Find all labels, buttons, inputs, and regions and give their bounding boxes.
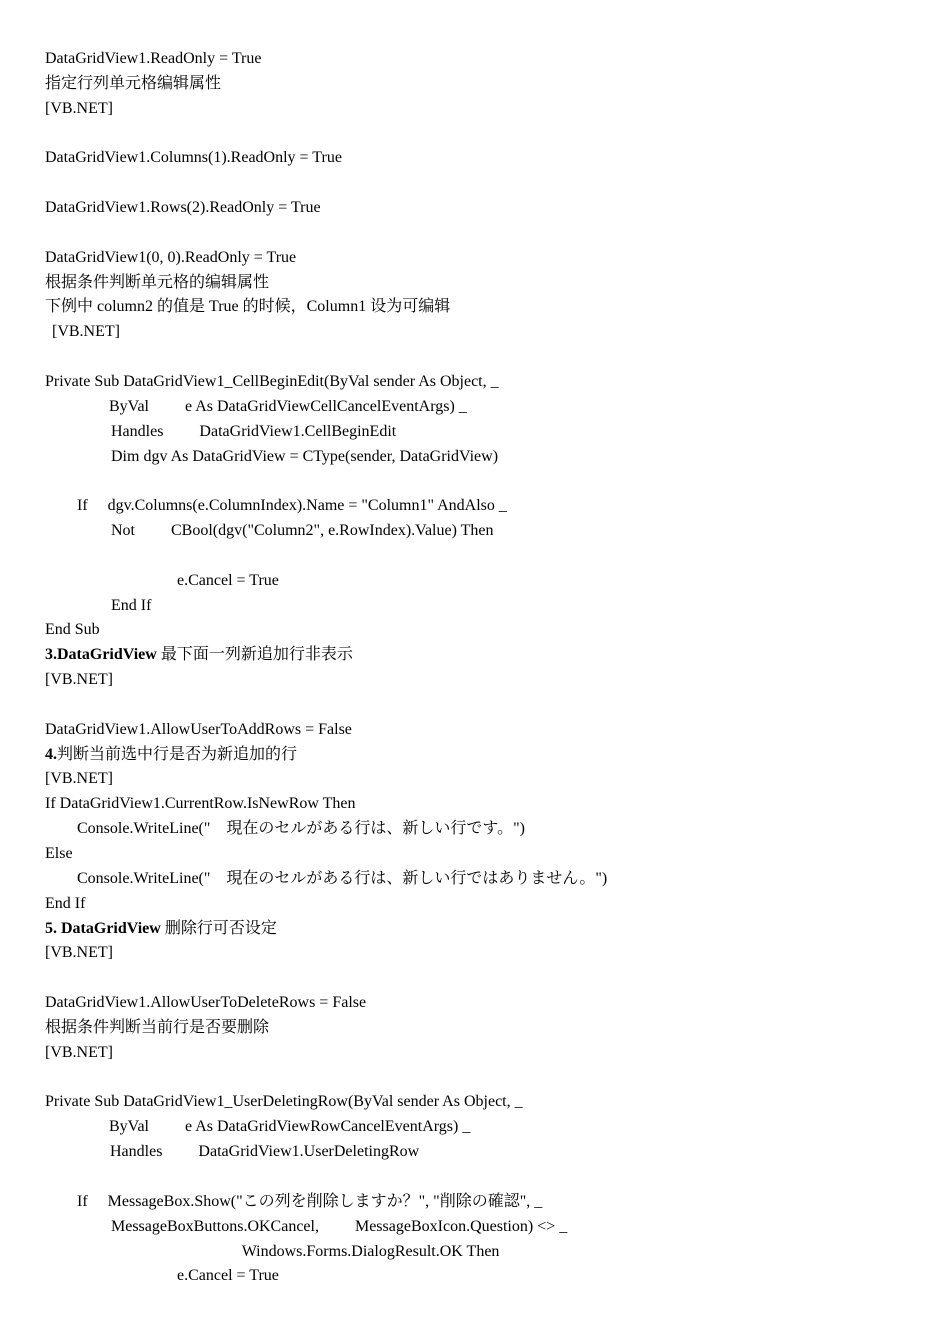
line-text: MessageBoxButtons.OKCancel, MessageBoxIcon.Question) <> _ xyxy=(79,1217,568,1235)
line-text: Dim dgv As DataGridView = CType(sender, DataGridView) xyxy=(79,447,499,465)
line-text: Console.WriteLine(" 現在のセルがある行は、新しい行です。") xyxy=(61,820,525,838)
line-text: End If xyxy=(45,894,86,912)
section-heading-number: 4. xyxy=(45,745,57,763)
line-text: DataGridView1(0, 0).ReadOnly = True xyxy=(45,248,297,266)
section-heading-number: 5. DataGridView xyxy=(45,919,161,937)
blank-line xyxy=(0,1066,950,1091)
line-text: If MessageBox.Show("この列を削除しますか？", "削除の確認", _ xyxy=(61,1192,543,1210)
blank-line xyxy=(0,345,950,370)
text-line xyxy=(0,569,950,594)
text-line xyxy=(0,246,950,271)
text-line xyxy=(0,1016,950,1041)
text-line xyxy=(0,97,950,122)
text-line xyxy=(0,1115,950,1140)
line-text: ByVal e As DataGridViewRowCancelEventArgs) _ xyxy=(77,1118,471,1136)
line-text: DataGridView1.AllowUserToDeleteRows = False xyxy=(45,994,367,1012)
text-line xyxy=(0,941,950,966)
blank-line xyxy=(0,1165,950,1190)
text-line xyxy=(0,892,950,917)
text-line xyxy=(0,47,950,72)
blank-line xyxy=(0,171,950,196)
line-text: 判断当前选中行是否为新追加的行 xyxy=(57,745,298,763)
text-line xyxy=(0,370,950,395)
line-text: 根据条件判断当前行是否要删除 xyxy=(45,1018,270,1036)
line-text: DataGridView1.Rows(2).ReadOnly = True xyxy=(45,199,321,217)
text-line xyxy=(0,792,950,817)
text-line xyxy=(0,445,950,470)
line-text: End If xyxy=(79,596,152,614)
text-line xyxy=(0,420,950,445)
text-line xyxy=(0,146,950,171)
text-line xyxy=(0,643,950,668)
line-text: [VB.NET] xyxy=(48,323,120,341)
blank-line xyxy=(0,544,950,569)
text-line xyxy=(0,668,950,693)
line-text: Not CBool(dgv("Column2", e.RowIndex).Value) Then xyxy=(79,522,494,540)
line-text: If dgv.Columns(e.ColumnIndex).Name = "Column1" AndAlso _ xyxy=(61,497,507,515)
line-text: 下例中 column2 的值是 True 的时候，Column1 设为可编辑 xyxy=(45,298,451,316)
line-text: 根据条件判断单元格的编辑属性 xyxy=(45,273,270,291)
line-text: ByVal e As DataGridViewCellCancelEventArgs) _ xyxy=(77,397,467,415)
text-line xyxy=(0,1041,950,1066)
line-text: e.Cancel = True xyxy=(113,1267,279,1285)
line-text: [VB.NET] xyxy=(45,671,113,689)
line-text: Handles DataGridView1.UserDeletingRow xyxy=(78,1143,420,1161)
line-text: [VB.NET] xyxy=(45,944,113,962)
blank-line xyxy=(0,221,950,246)
line-text: 指定行列单元格编辑属性 xyxy=(45,74,222,92)
text-line xyxy=(0,1190,950,1215)
document-body xyxy=(0,47,950,1289)
blank-line xyxy=(0,693,950,718)
text-line xyxy=(0,1240,950,1265)
line-text: Private Sub DataGridView1_UserDeletingRow(ByVal sender As Object, _ xyxy=(45,1093,523,1111)
text-line xyxy=(0,320,950,345)
text-line xyxy=(0,1264,950,1289)
text-line xyxy=(0,743,950,768)
blank-line xyxy=(0,122,950,147)
text-line xyxy=(0,767,950,792)
text-line xyxy=(0,842,950,867)
line-text: Handles DataGridView1.CellBeginEdit xyxy=(79,422,397,440)
line-text: Else xyxy=(45,845,73,862)
text-line xyxy=(0,1140,950,1165)
blank-line xyxy=(0,966,950,991)
line-text: [VB.NET] xyxy=(45,1043,113,1061)
line-text: If DataGridView1.CurrentRow.IsNewRow Then xyxy=(45,795,356,813)
line-text: DataGridView1.Columns(1).ReadOnly = True xyxy=(45,149,342,167)
text-line xyxy=(0,817,950,842)
text-line xyxy=(0,1090,950,1115)
text-line xyxy=(0,1215,950,1240)
text-line xyxy=(0,867,950,892)
line-text: DataGridView1.ReadOnly = True xyxy=(45,50,262,67)
text-line xyxy=(0,917,950,942)
text-line xyxy=(0,395,950,420)
line-text: Console.WriteLine(" 現在のセルがある行は、新しい行ではありません。") xyxy=(61,869,608,887)
line-text: End Sub xyxy=(45,621,100,639)
blank-line xyxy=(0,469,950,494)
line-text: Windows.Forms.DialogResult.OK Then xyxy=(146,1242,500,1260)
text-line xyxy=(0,72,950,97)
line-text: 最下面一列新追加行非表示 xyxy=(156,646,353,664)
text-line xyxy=(0,295,950,320)
text-line xyxy=(0,519,950,544)
line-text: [VB.NET] xyxy=(45,770,113,788)
text-line xyxy=(0,618,950,643)
text-line xyxy=(0,991,950,1016)
text-line xyxy=(0,271,950,296)
line-text: Private Sub DataGridView1_CellBeginEdit(ByVal sender As Object, _ xyxy=(45,372,499,390)
line-text: DataGridView1.AllowUserToAddRows = False xyxy=(45,720,352,738)
text-line xyxy=(0,594,950,619)
section-heading-number: 3.DataGridView xyxy=(45,646,157,664)
text-line xyxy=(0,494,950,519)
line-text: e.Cancel = True xyxy=(113,571,279,589)
line-text: [VB.NET] xyxy=(45,99,113,117)
text-line xyxy=(0,196,950,221)
text-line xyxy=(0,718,950,743)
line-text: 删除行可否设定 xyxy=(160,919,277,937)
